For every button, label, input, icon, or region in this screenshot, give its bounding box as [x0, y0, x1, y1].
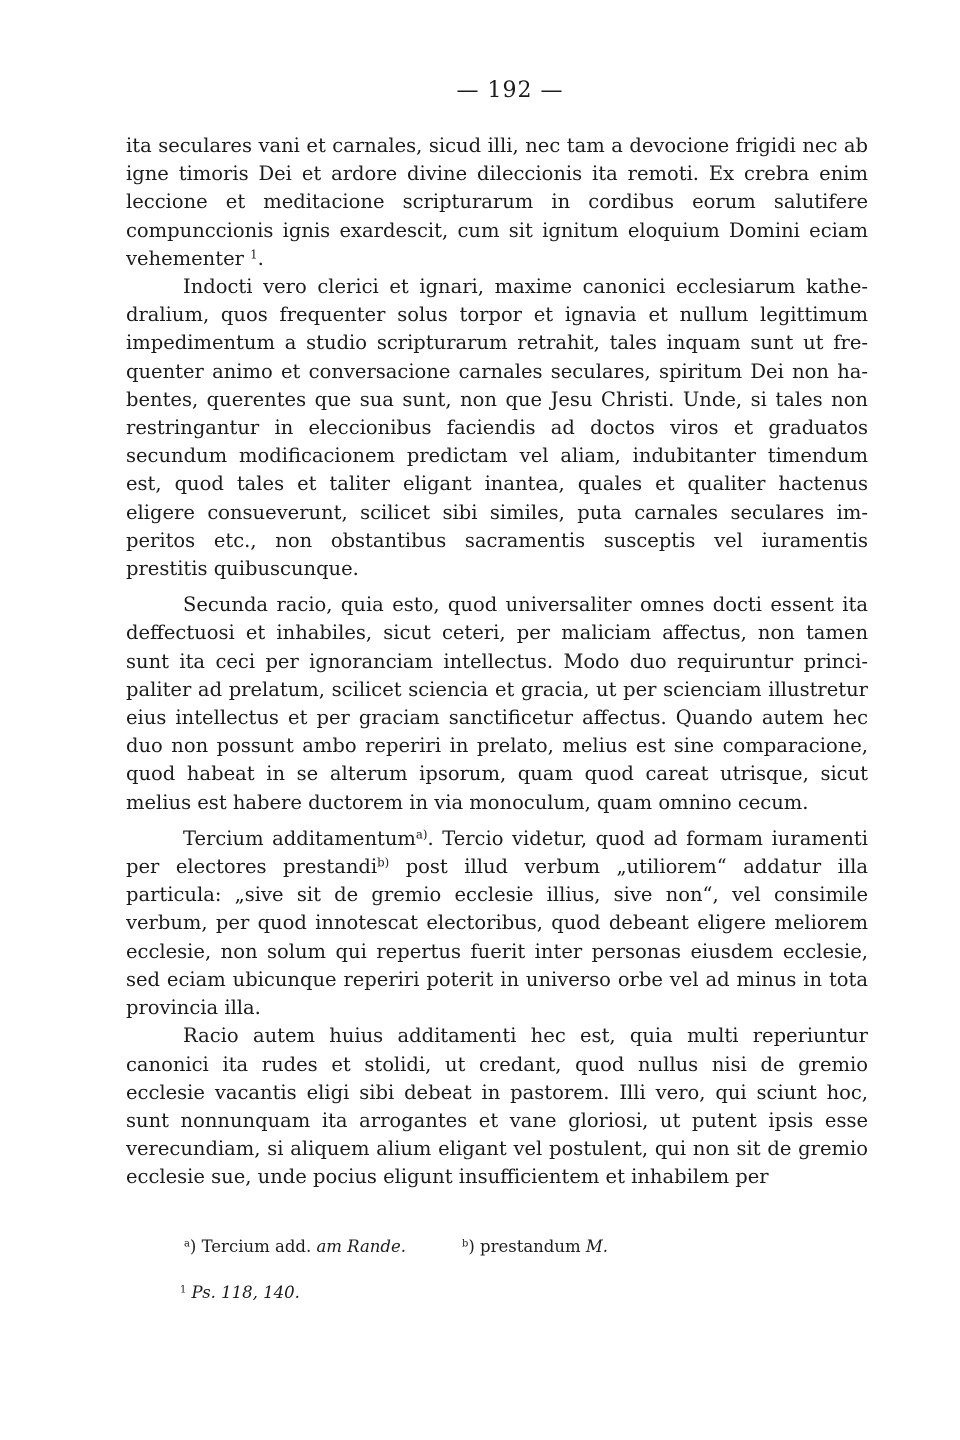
paragraph-4-lead-after: . Tercio videtur, quod ad formam iuramenti per electores prestandi [126, 826, 869, 879]
paragraph-3-text: Secunda racio, quia esto, quod universaliter omnes docti essent ita deffectuosi et inhabiles, sicut ceteri, per maliciam affectus, non tamen sunt ita ceci per ignoranciam intellectus. Modo duo requiruntur principaliter ad prelatum, scilicet sciencia et gracia, ut per scienciam illustretur eius intellectus et per graciam sanctificetur affectus. Quando autem hec duo non possunt ambo reperiri in prelato, melius est sine comparacione, quod habeat in se alterum ipsorum, quam quod careat utrisque, sicut melius est habere ductorem in via monoculum, quam omnino cecum. [126, 593, 868, 814]
footnote-ref-a: a) [415, 827, 428, 842]
footnote-a-italic: am Rande. [316, 1237, 407, 1256]
footnote-b-italic: M. [585, 1237, 609, 1256]
footnote-1-citation: Ps. 118, 140. [186, 1283, 300, 1302]
paragraph-4 [126, 825, 868, 1022]
footnote-1-marker: 1 [180, 1284, 187, 1296]
paragraph-2-text: Indocti vero clerici et ignari, maxime canonici ecclesiarum kathedralium, quos frequenter solus torpor et ignavia et nullum legittimum impedimentum a studio scripturarum retrahit, tales inquam sunt ut frequenter animo et conversacione carnales seculares, spiritum Dei non habentes, querentes que sua sunt, non que Jesu Christi. Unde, si tales non restringantur in eleccionibus faciendis ad doctos viros et graduatos secundum modificacionem predictam vel aliam, indubitanter timendum est, quod tales et taliter eligant inantea, quales et qualiter hactenus eligere consueverunt, scilicet sibi similes, puta carnales seculares imperitos etc., non obstantibus sacramentis susceptis vel iuramentis prestitis quibuscunque. [126, 275, 868, 581]
footnote-b-marker: b [462, 1238, 469, 1250]
footnotes [184, 1236, 804, 1258]
footnote-ref-b: b) [377, 855, 390, 870]
paragraph-5-text: Racio autem huius additamenti hec est, quia multi reperiuntur canonici ita rudes et stolidi, ut credant, quod nullus nisi de gremio ecclesie vacantis eligi sibi debeat in pastorem. Illi vero, qui sciunt hoc, sunt nonnunquam ita arrogantes et vane gloriosi, ut putent ipsis esse verecundiam, si aliquem alium eligant vel postulent, qui non sit de gremio ecclesie sue, unde pocius eligunt insufficientem et inhabilem per [126, 1024, 868, 1189]
paragraph-3 [126, 591, 868, 817]
page-number: — 192 — [456, 78, 564, 103]
paragraph-4-lead: Tercium additamentum [183, 826, 416, 850]
paragraph-1-end: . [257, 246, 264, 270]
paragraph-2 [126, 273, 868, 583]
footnote-ref-1: 1 [250, 247, 258, 262]
paragraph-4-text: post illud verbum „utiliorem“ addatur illa particula: „sive sit de gremio ecclesie illius, sive non“, vel consimile verbum, per quod innotescat electoribus, quod debeant eligere meliorem ecclesie, non solum qui repertus fuerit inter personas eiusdem ecclesie, sed eciam ubicunque reperiri poterit in universo orbe vel ad minus in tota provincia illa. [126, 855, 868, 1020]
footnote-b-text: ) prestandum [468, 1237, 586, 1256]
footnote-a [184, 1236, 406, 1258]
body-text [126, 132, 868, 1192]
paragraph-1 [126, 132, 868, 273]
footnote-a-marker: a [184, 1238, 190, 1250]
footnote-b [462, 1236, 608, 1258]
footnote-row [184, 1236, 804, 1258]
paragraph-1-text: ita seculares vani et carnales, sicud illi, nec tam a devocione frigidi nec ab igne timoris Dei et ardore divine dileccionis ita remoti. Ex crebra enim leccione et meditacione scripturarum in cordibus eorum salutifere compunccionis ignis exardescit, cum sit ignitum eloquium Domini eciam vehementer [126, 134, 868, 270]
footnote-a-text: ) Tercium add. [189, 1237, 317, 1256]
paragraph-5 [126, 1022, 868, 1191]
footnote-1 [180, 1282, 300, 1304]
